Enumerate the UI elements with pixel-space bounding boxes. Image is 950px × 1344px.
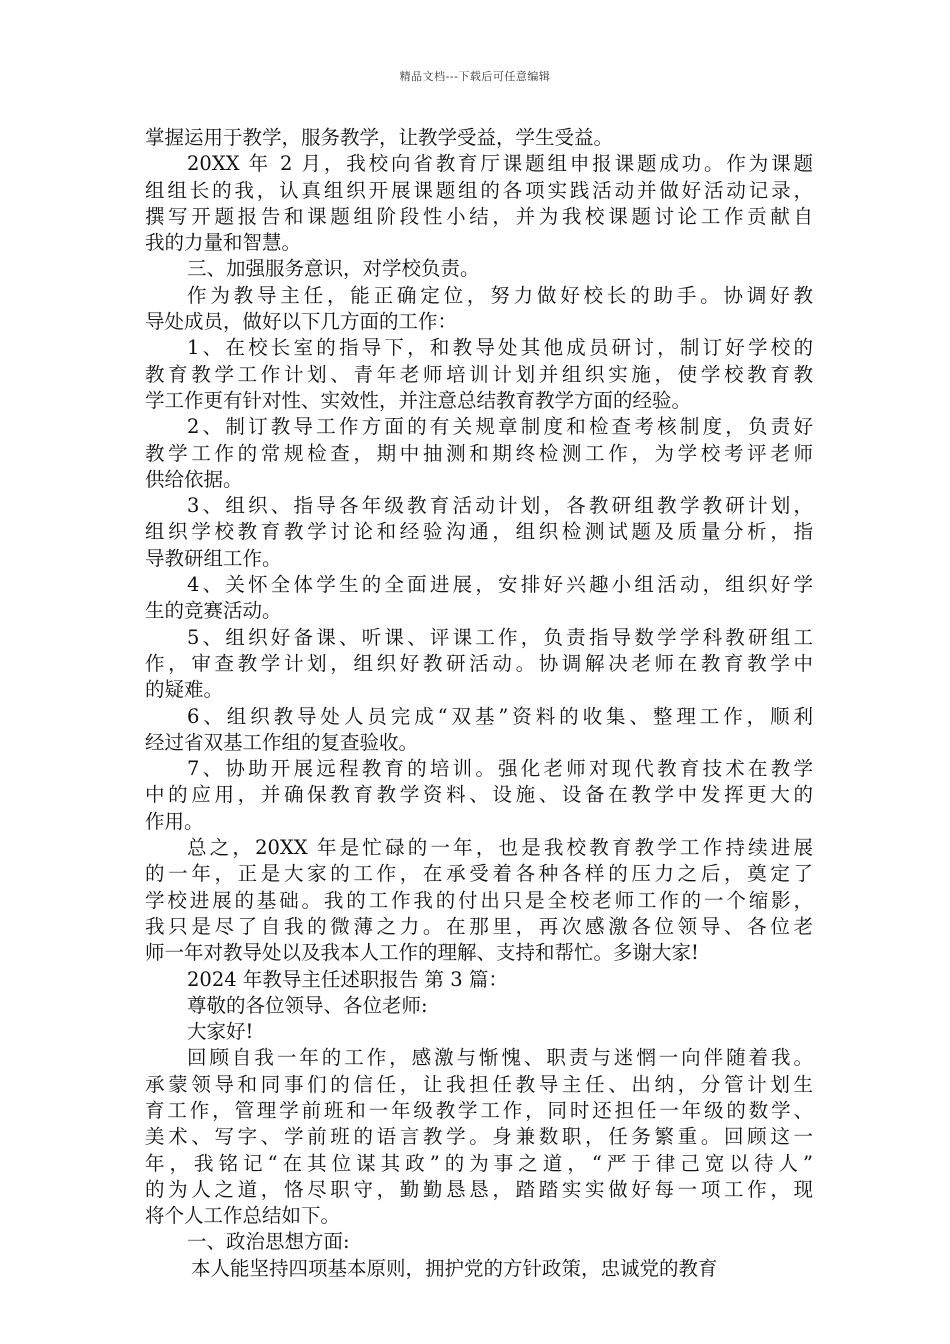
greeting: 大家好! bbox=[187, 1020, 254, 1044]
document-body bbox=[145, 125, 813, 1282]
summary-line-5: 师一年对教导处以及我本人工作的理解、支持和帮忙。多谢大家! bbox=[145, 941, 699, 965]
review-line-3: 育工作，管理学前班和一年级教学工作，同时还担任一年级的数学、 bbox=[145, 1098, 813, 1122]
salutation: 尊敬的各位领导、各位老师: bbox=[187, 993, 428, 1017]
list-item-1-line-1: 1、在校长室的指导下，和教导处其他成员研讨，制订好学校的 bbox=[187, 336, 813, 360]
list-item-5-line-1: 5、组织好备课、听课、评课工作，负责指导数学学科教研组工 bbox=[187, 625, 813, 649]
list-item-1-line-2: 教育教学工作计划、青年老师培训计划并组织实施，使学校教育教 bbox=[145, 362, 813, 386]
list-item-3-line-1: 3、组织、指导各年级教育活动计划，各教研组教学教研计划， bbox=[187, 494, 813, 518]
list-item-2-line-1: 2、制订教导工作方面的有关规章制度和检查考核制度，负责好 bbox=[187, 415, 813, 439]
review-line-2: 承蒙领导和同事们的信任，让我担任教导主任、出纳，分管计划生 bbox=[145, 1072, 813, 1096]
section-heading-politics: 一、政治思想方面: bbox=[187, 1230, 350, 1254]
politics-line-1: 本人能坚持四项基本原则，拥护党的方针政策，忠诚党的教育 bbox=[191, 1256, 718, 1280]
list-item-4-line-1: 4、关怀全体学生的全面进展，安排好兴趣小组活动，组织好学 bbox=[187, 573, 813, 597]
list-item-1-line-3: 学工作更有针对性、实效性，并注意总结教育教学方面的经验。 bbox=[145, 388, 692, 412]
list-item-3-line-3: 导教研组工作。 bbox=[145, 546, 282, 570]
review-line-7: 将个人工作总结如下。 bbox=[145, 1204, 341, 1228]
section-heading-3: 三、加强服务意识，对学校负责。 bbox=[187, 257, 480, 281]
list-item-2-line-3: 供给依据。 bbox=[145, 467, 243, 491]
text-line-2: 20XX 年 2 月，我校向省教育厅课题组申报课题成功。作为课题 bbox=[187, 152, 813, 176]
list-item-5-line-2: 作，审查教学计划，组织好教研活动。协调解决老师在教育教学中 bbox=[145, 651, 813, 675]
review-line-5: 年，我铭记“在其位谋其政”的为事之道，“严于律己宽以待人” bbox=[145, 1151, 813, 1175]
summary-line-3: 学校进展的基础。我的工作我的付出只是全校老师工作的一个缩影， bbox=[145, 888, 813, 912]
list-item-7-line-2: 中的应用，并确保教育教学资料、设施、设备在教学中发挥更大的 bbox=[145, 783, 813, 807]
list-item-5-line-3: 的疑难。 bbox=[145, 678, 224, 702]
review-line-1: 回顾自我一年的工作，感激与惭愧、职责与迷惘一向伴随着我。 bbox=[187, 1046, 813, 1070]
list-item-6-line-2: 经过省双基工作组的复查验收。 bbox=[145, 730, 419, 754]
review-line-6: 的为人之道，恪尽职守，勤勤恳恳，踏踏实实做好每一项工作，现 bbox=[145, 1177, 813, 1201]
list-item-6-line-1: 6、组织教导处人员完成“双基”资料的收集、整理工作，顺利 bbox=[187, 704, 813, 728]
text-line-4: 撰写开题报告和课题组阶段性小结，并为我校课题讨论工作贡献自 bbox=[145, 204, 813, 228]
text-line-5: 我的力量和智慧。 bbox=[145, 231, 302, 255]
summary-line-4: 我只是尽了自我的微薄之力。在那里，再次感激各位领导、各位老 bbox=[145, 914, 813, 938]
list-item-2-line-2: 教学工作的常规检查，期中抽测和期终检测工作，为学校考评老师 bbox=[145, 441, 813, 465]
list-item-7-line-3: 作用。 bbox=[145, 809, 204, 833]
text-line-1: 掌握运用于教学，服务教学，让教学受益，学生受益。 bbox=[145, 126, 614, 149]
list-item-4-line-2: 生的竞赛活动。 bbox=[145, 599, 282, 623]
summary-line-2: 的一年，正是大家的工作，在承受着各种各样的压力之后，奠定了 bbox=[145, 862, 813, 886]
list-item-3-line-2: 组织学校教育教学讨论和经验沟通，组织检测试题及质量分析，指 bbox=[145, 520, 813, 544]
report-title: 2024 年教导主任述职报告 第 3 篇： bbox=[187, 967, 508, 991]
review-line-4: 美术、写字、学前班的语言教学。身兼数职，任务繁重。回顾这一 bbox=[145, 1125, 813, 1149]
text-line-3: 组组长的我，认真组织开展课题组的各项实践活动并做好活动记录， bbox=[145, 178, 813, 202]
page-header: 精品文档---下载后可任意编辑 bbox=[399, 70, 551, 83]
summary-line-1: 总之，20XX 年是忙碌的一年，也是我校教育教学工作持续进展 bbox=[187, 836, 813, 860]
text-line-7: 作为教导主任，能正确定位，努力做好校长的助手。协调好教 bbox=[187, 283, 813, 307]
text-line-8: 导处成员，做好以下几方面的工作： bbox=[145, 310, 458, 334]
list-item-7-line-1: 7、协助开展远程教育的培训。强化老师对现代教育技术在教学 bbox=[187, 757, 813, 781]
